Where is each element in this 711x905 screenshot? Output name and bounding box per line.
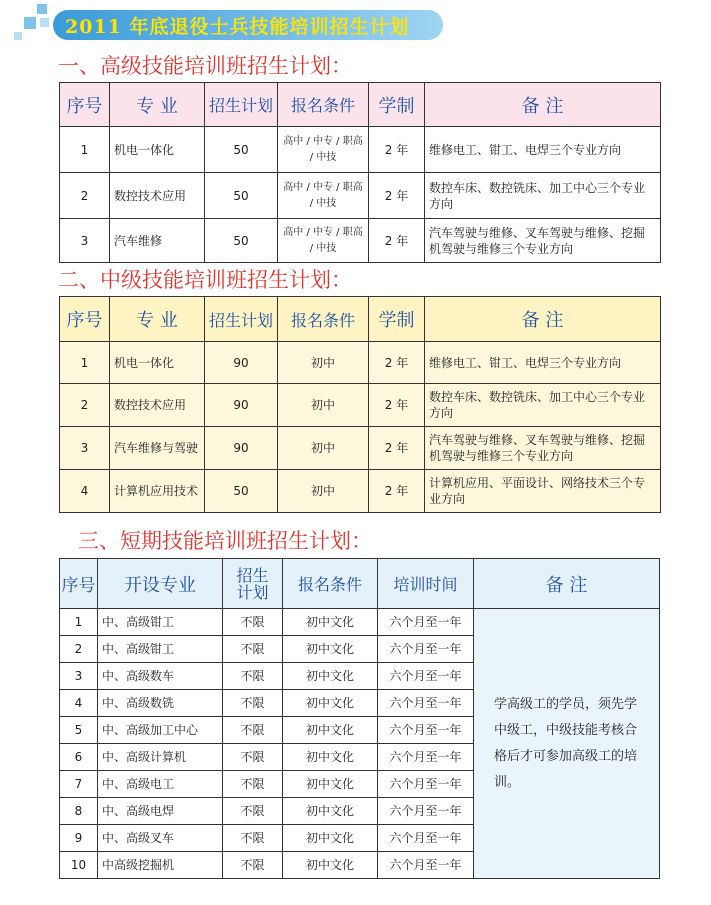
- table-row: [60, 219, 661, 263]
- cell-plan: 不限: [223, 636, 283, 663]
- cell-years: 2 年: [369, 127, 425, 173]
- cell-cond: 初中: [278, 342, 369, 384]
- cell-plan: 不限: [223, 771, 283, 798]
- cell-plan: 50: [205, 173, 278, 219]
- table-row: [60, 127, 661, 173]
- cell-cond: 初中文化: [283, 609, 378, 636]
- cell-no: 5: [60, 717, 98, 744]
- table-row: [60, 609, 660, 636]
- cell-no: 4: [60, 470, 110, 513]
- section3-title: 三、短期技能培训班招生计划：: [78, 529, 372, 553]
- cell-cond: 高中 / 中专 / 职高 / 中技: [278, 173, 369, 219]
- cell-major: 机电一体化: [110, 127, 205, 173]
- cell-no: 8: [60, 798, 98, 825]
- cell-no: 1: [60, 127, 110, 173]
- cell-plan: 不限: [223, 717, 283, 744]
- header-cell: 备 注: [474, 559, 660, 609]
- header-cell: 报名条件: [278, 297, 369, 342]
- cell-no: 1: [60, 609, 98, 636]
- cell-plan: 90: [205, 427, 278, 470]
- cell-cond: 初中: [278, 427, 369, 470]
- cell-note: 维修电工、钳工、电焊三个专业方向: [425, 342, 661, 384]
- cell-no: 2: [60, 636, 98, 663]
- cell-time: 六个月至一年: [378, 771, 474, 798]
- cell-years: 2 年: [369, 470, 425, 513]
- section2-table: [59, 296, 661, 513]
- header-cell: 报名条件: [278, 83, 369, 127]
- header-cell: 专 业: [110, 297, 205, 342]
- cell-note: 数控车床、数控铣床、加工中心三个专业方向: [425, 173, 661, 219]
- section1-table: [59, 82, 661, 263]
- cell-time: 六个月至一年: [378, 744, 474, 771]
- cell-major: 中、高级钳工: [98, 636, 223, 663]
- cell-time: 六个月至一年: [378, 636, 474, 663]
- cell-time: 六个月至一年: [378, 690, 474, 717]
- header-cell: 招生计划: [223, 559, 283, 609]
- cell-time: 六个月至一年: [378, 825, 474, 852]
- cell-plan: 不限: [223, 744, 283, 771]
- header-cell: 培训时间: [378, 559, 474, 609]
- cell-plan: 不限: [223, 825, 283, 852]
- cell-major: 中、高级电工: [98, 771, 223, 798]
- cell-years: 2 年: [369, 173, 425, 219]
- header-cell: 报名条件: [283, 559, 378, 609]
- table-row: [60, 470, 661, 513]
- cell-no: 9: [60, 825, 98, 852]
- header-cell: 招生计划: [205, 297, 278, 342]
- cell-cond: 初中: [278, 470, 369, 513]
- cell-major: 中、高级数铣: [98, 690, 223, 717]
- section2-title: 二、中级技能培训班招生计划：: [58, 268, 352, 292]
- cell-cond: 初中: [278, 384, 369, 427]
- header-cell: 序号: [60, 297, 110, 342]
- cell-no: 7: [60, 771, 98, 798]
- cell-cond: 初中文化: [283, 771, 378, 798]
- cell-cond: 初中文化: [283, 636, 378, 663]
- cell-no: 3: [60, 427, 110, 470]
- cell-cond: 初中文化: [283, 717, 378, 744]
- cell-no: 10: [60, 852, 98, 879]
- cell-plan: 50: [205, 470, 278, 513]
- cell-major: 中高级挖掘机: [98, 852, 223, 879]
- cell-time: 六个月至一年: [378, 852, 474, 879]
- cell-cond: 高中 / 中专 / 职高 / 中技: [278, 219, 369, 263]
- header-cell: 专 业: [110, 83, 205, 127]
- cell-time: 六个月至一年: [378, 609, 474, 636]
- cell-major: 中、高级计算机: [98, 744, 223, 771]
- cell-no: 6: [60, 744, 98, 771]
- decor-square: [14, 32, 22, 40]
- cell-no: 3: [60, 663, 98, 690]
- cell-cond: 高中 / 中专 / 职高 / 中技: [278, 127, 369, 173]
- cell-cond: 初中文化: [283, 825, 378, 852]
- cell-note: 计算机应用、平面设计、网络技术三个专业方向: [425, 470, 661, 513]
- header-cell: 学制: [369, 83, 425, 127]
- cell-plan: 50: [205, 127, 278, 173]
- header-cell: 序号: [60, 83, 110, 127]
- cell-major: 中、高级加工中心: [98, 717, 223, 744]
- cell-cond: 初中文化: [283, 852, 378, 879]
- cell-time: 六个月至一年: [378, 717, 474, 744]
- section3-table: [59, 558, 660, 879]
- cell-no: 3: [60, 219, 110, 263]
- remark-cell: 学高级工的学员，须先学中级工，中级技能考核合格后才可参加高级工的培训。: [474, 609, 660, 879]
- cell-major: 中、高级叉车: [98, 825, 223, 852]
- cell-major: 中、高级电焊: [98, 798, 223, 825]
- header-cell: 学制: [369, 297, 425, 342]
- cell-plan: 不限: [223, 852, 283, 879]
- header-cell: 开设专业: [98, 559, 223, 609]
- table-header-row: [60, 559, 660, 609]
- header-cell: 序号: [60, 559, 98, 609]
- section1-title: 一、高级技能培训班招生计划：: [58, 54, 352, 78]
- cell-major: 计算机应用技术: [110, 470, 205, 513]
- table-row: [60, 384, 661, 427]
- table-row: [60, 427, 661, 470]
- cell-note: 数控车床、数控铣床、加工中心三个专业方向: [425, 384, 661, 427]
- table-row: [60, 342, 661, 384]
- cell-plan: 90: [205, 342, 278, 384]
- cell-note: 汽车驾驶与维修、叉车驾驶与维修、挖掘机驾驶与维修三个专业方向: [425, 219, 661, 263]
- cell-no: 4: [60, 690, 98, 717]
- cell-plan: 不限: [223, 663, 283, 690]
- decor-square: [24, 17, 36, 29]
- cell-cond: 初中文化: [283, 744, 378, 771]
- cell-no: 1: [60, 342, 110, 384]
- cell-major: 中、高级数车: [98, 663, 223, 690]
- cell-note: 汽车驾驶与维修、叉车驾驶与维修、挖掘机驾驶与维修三个专业方向: [425, 427, 661, 470]
- cell-major: 数控技术应用: [110, 384, 205, 427]
- banner-title: 2011 年底退役士兵技能培训招生计划: [65, 15, 410, 38]
- header-cell: 备 注: [425, 83, 661, 127]
- header-cell: 备 注: [425, 297, 661, 342]
- cell-major: 数控技术应用: [110, 173, 205, 219]
- cell-years: 2 年: [369, 427, 425, 470]
- cell-plan: 不限: [223, 798, 283, 825]
- cell-years: 2 年: [369, 384, 425, 427]
- cell-cond: 初中文化: [283, 690, 378, 717]
- decor-square: [37, 4, 47, 14]
- cell-plan: 不限: [223, 690, 283, 717]
- cell-time: 六个月至一年: [378, 798, 474, 825]
- cell-major: 机电一体化: [110, 342, 205, 384]
- cell-major: 汽车维修: [110, 219, 205, 263]
- header-cell: 招生计划: [205, 83, 278, 127]
- cell-major: 中、高级钳工: [98, 609, 223, 636]
- table-row: [60, 173, 661, 219]
- decor-square: [40, 18, 49, 27]
- cell-plan: 50: [205, 219, 278, 263]
- table-header-row: [60, 83, 661, 127]
- cell-note: 维修电工、钳工、电焊三个专业方向: [425, 127, 661, 173]
- cell-years: 2 年: [369, 342, 425, 384]
- cell-time: 六个月至一年: [378, 663, 474, 690]
- cell-major: 汽车维修与驾驶: [110, 427, 205, 470]
- cell-years: 2 年: [369, 219, 425, 263]
- cell-cond: 初中文化: [283, 663, 378, 690]
- cell-plan: 不限: [223, 609, 283, 636]
- cell-no: 2: [60, 173, 110, 219]
- cell-no: 2: [60, 384, 110, 427]
- table-header-row: [60, 297, 661, 342]
- cell-plan: 90: [205, 384, 278, 427]
- cell-cond: 初中文化: [283, 798, 378, 825]
- page-banner: [53, 10, 443, 40]
